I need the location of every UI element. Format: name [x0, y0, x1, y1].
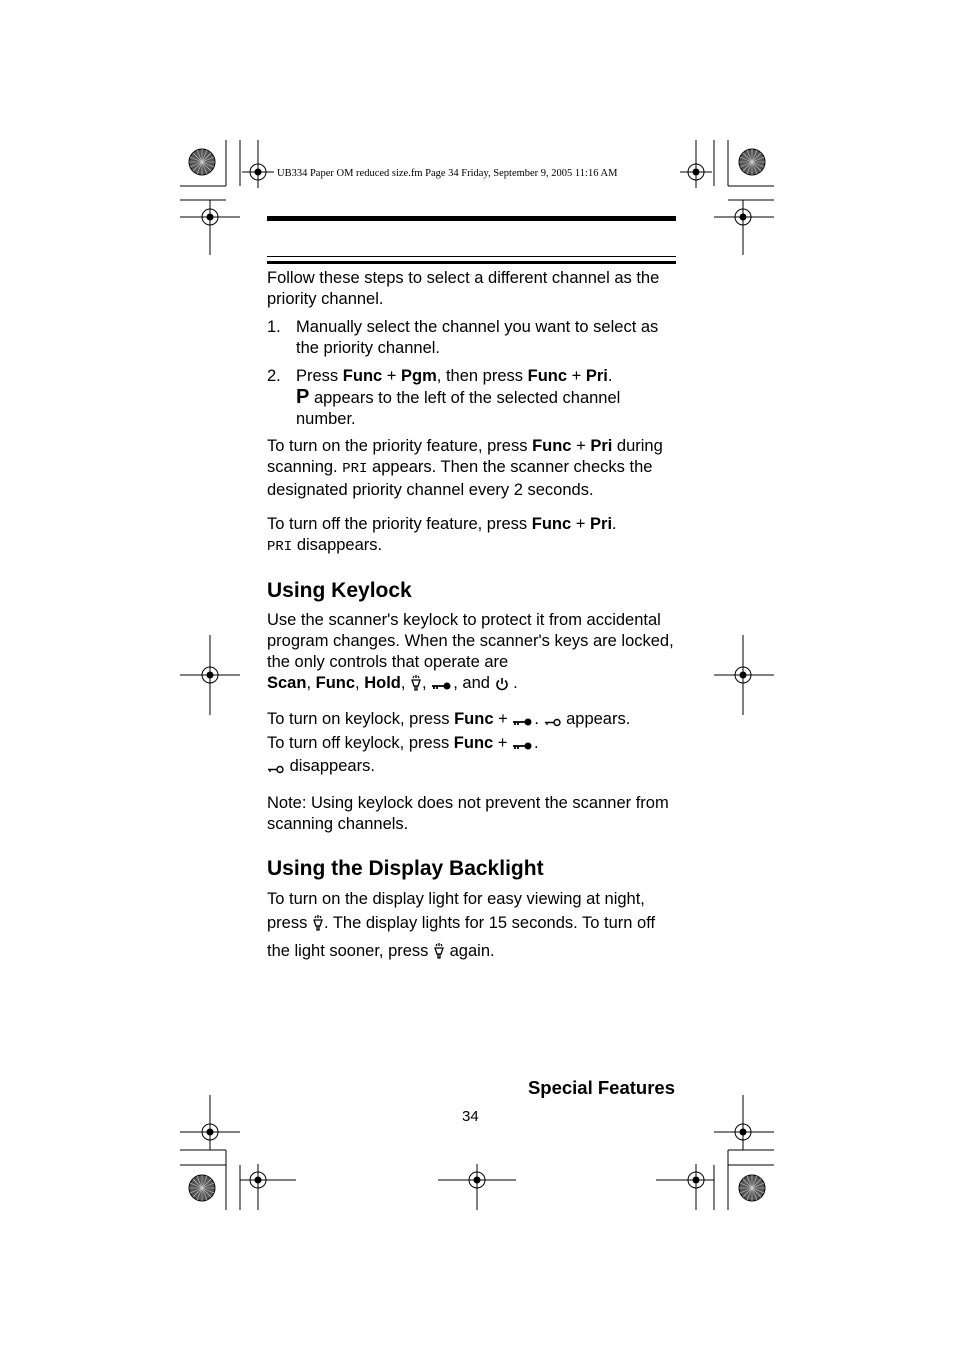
key-func: Func	[531, 515, 572, 533]
page-number: 34	[462, 1108, 479, 1125]
keylock-on-off-paragraph: To turn on keylock, press Func + . appears. To turn off keylock, press Func + . disappears.	[267, 709, 677, 780]
period: .	[612, 515, 617, 533]
pri-display-indicator: PRI	[267, 539, 293, 555]
disappears-text: disappears.	[289, 757, 375, 775]
priority-off-text: disappears.	[296, 536, 383, 554]
backlight-paragraph	[267, 887, 677, 967]
key-pri: Pri	[585, 367, 608, 385]
and-text: , and	[453, 674, 490, 692]
step-text: Manually select the channel you want to select as the priority channel.	[296, 318, 659, 357]
key-func: Func	[527, 367, 568, 385]
print-header: UB334 Paper OM reduced size.fm Page 34 Friday, September 9, 2005 11:16 AM	[277, 168, 618, 179]
keylock-off-text: To turn off keylock, press	[267, 733, 450, 752]
footer-section-title: Special Features	[527, 1077, 675, 1098]
p-appears-text: appears to the left of the selected channel number.	[296, 389, 621, 428]
pri-display-indicator: PRI	[342, 461, 368, 477]
keylock-heading: Using Keylock	[267, 579, 412, 602]
key-pri: Pri	[590, 437, 613, 455]
plus-sign: +	[386, 367, 397, 385]
keylock-on-text: To turn on keylock, press	[267, 710, 450, 728]
priority-off-paragraph	[267, 514, 677, 558]
header-rule-medium	[267, 261, 676, 264]
list-item	[267, 317, 677, 359]
key-func: Func	[453, 733, 494, 752]
priority-on-text: To turn on the priority feature, press	[267, 437, 528, 455]
step-number: 1.	[267, 318, 281, 336]
key-lock-icon	[431, 676, 453, 697]
key-lock-icon	[512, 712, 534, 733]
step-number: 2.	[267, 367, 281, 385]
page-content	[267, 268, 677, 966]
list-item	[267, 366, 677, 430]
lock-indicator-icon	[544, 712, 562, 733]
plus-sign: +	[576, 437, 586, 455]
backlight-text: . The display lights for 15 seconds. To turn off the light sooner, press	[267, 914, 656, 960]
key-pri: Pri	[590, 515, 613, 533]
key-func: Func	[342, 367, 383, 385]
backlight-heading: Using the Display Backlight	[267, 856, 544, 880]
lock-indicator-icon	[267, 759, 285, 780]
plus-sign: +	[575, 515, 586, 533]
backlight-text: To turn on the display light for easy viewing at night, press	[267, 889, 645, 932]
priority-intro: Follow these steps to select a different channel as the priority channel.	[267, 269, 660, 308]
priority-on-paragraph	[267, 436, 677, 501]
keylock-intro: Use the scanner's keylock to protect it from accidental program changes. When the scanner's keys are locked, the only controls that operate are Scan, Func, Hold, , , and .	[267, 610, 677, 697]
step-text-then: , then press	[436, 367, 524, 385]
priority-p-symbol: P	[296, 386, 310, 408]
backlight-key-icon	[410, 675, 422, 697]
priority-off-text: To turn off the priority feature, press	[267, 515, 528, 533]
priority-on-text: during scanning.	[267, 437, 663, 476]
keylock-note: Note: Using keylock does not prevent the scanner from scanning channels.	[267, 793, 669, 833]
key-pgm: Pgm	[401, 367, 437, 385]
plus-sign: +	[571, 367, 582, 385]
key-func: Func	[315, 674, 356, 692]
keylock-intro-text: Use the scanner's keylock to protect it from accidental program changes. When the scanner's keys are locked, the only controls that operate are	[267, 611, 674, 671]
key-scan: Scan	[267, 674, 307, 692]
key-func: Func	[454, 710, 494, 728]
backlight-text: again.	[449, 941, 495, 960]
header-rule-thick	[267, 216, 676, 221]
period: .	[607, 367, 613, 385]
backlight-key-icon	[433, 942, 445, 967]
priority-on-text: appears. Then the scanner checks the designated priority channel every 2 seconds.	[267, 458, 653, 499]
key-func: Func	[532, 437, 572, 455]
key-hold: Hold	[364, 674, 401, 692]
backlight-key-icon	[312, 914, 324, 939]
header-rule-thin	[267, 256, 676, 257]
step-text-press: Press	[296, 367, 339, 385]
power-key-icon	[495, 676, 509, 697]
appears-text: appears.	[566, 710, 631, 728]
key-lock-icon	[512, 736, 534, 757]
